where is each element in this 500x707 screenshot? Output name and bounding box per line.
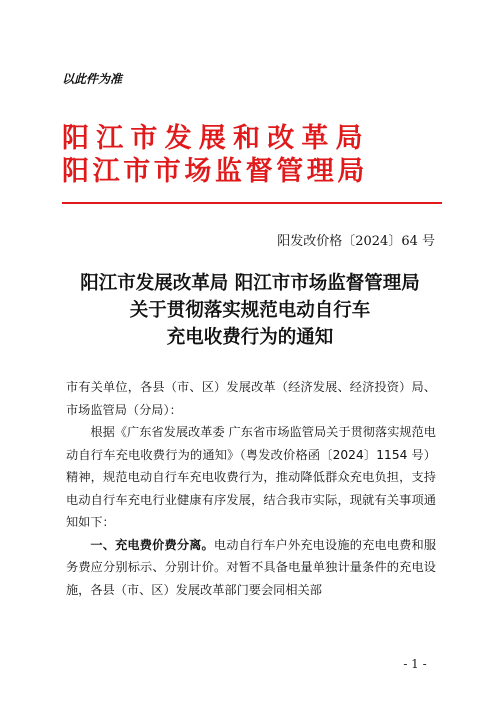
title-line-2: 关于贯彻落实规范电动自行车 — [129, 300, 371, 321]
section-1-text: 电动自行车户外充电设施的充电电费和服务费应分别标示、分别计价。对暂不具备电量单独计量条件的充电设施，各县（市、区）发展改革部门要会同相关部 — [66, 537, 437, 597]
issuing-authority-header — [62, 122, 440, 188]
intro-paragraph: 根据《广东省发展改革委 广东省市场监管局关于贯彻落实规范电动自行车充电收费行为的通知》（粤发改价格函〔2024〕1154 号）精神，规范电动自行车充电收费行为，推动降低群众充电负担，支持电动自行车充电行业健康有序发展，结合我市实际，现就有关事项通知如下： — [66, 425, 436, 529]
section-1-heading: 一、充电费价费分离。 — [90, 537, 214, 552]
title-line-3: 充电收费行为的通知 — [166, 327, 334, 348]
authoritative-version-note: 以此件为准 — [62, 72, 123, 86]
document-title — [40, 270, 460, 351]
addressee-paragraph: 市有关单位，各县（市、区）发展改革（经济发展、经济投资）局、市场监管局（分局）： — [66, 380, 436, 417]
document-body — [66, 376, 436, 601]
page-number: - 1 - — [403, 657, 427, 671]
section-1-paragraph — [66, 534, 436, 602]
red-header-rule — [62, 202, 442, 204]
header-authority-2: 阳江市市场监督管理局 — [62, 156, 368, 187]
document-number: 阳发改价格〔2024〕64 号 — [277, 234, 435, 249]
title-line-1: 阳江市发展改革局 阳江市市场监督管理局 — [80, 273, 420, 294]
header-authority-1: 阳江市发展和改革局 — [62, 123, 370, 154]
